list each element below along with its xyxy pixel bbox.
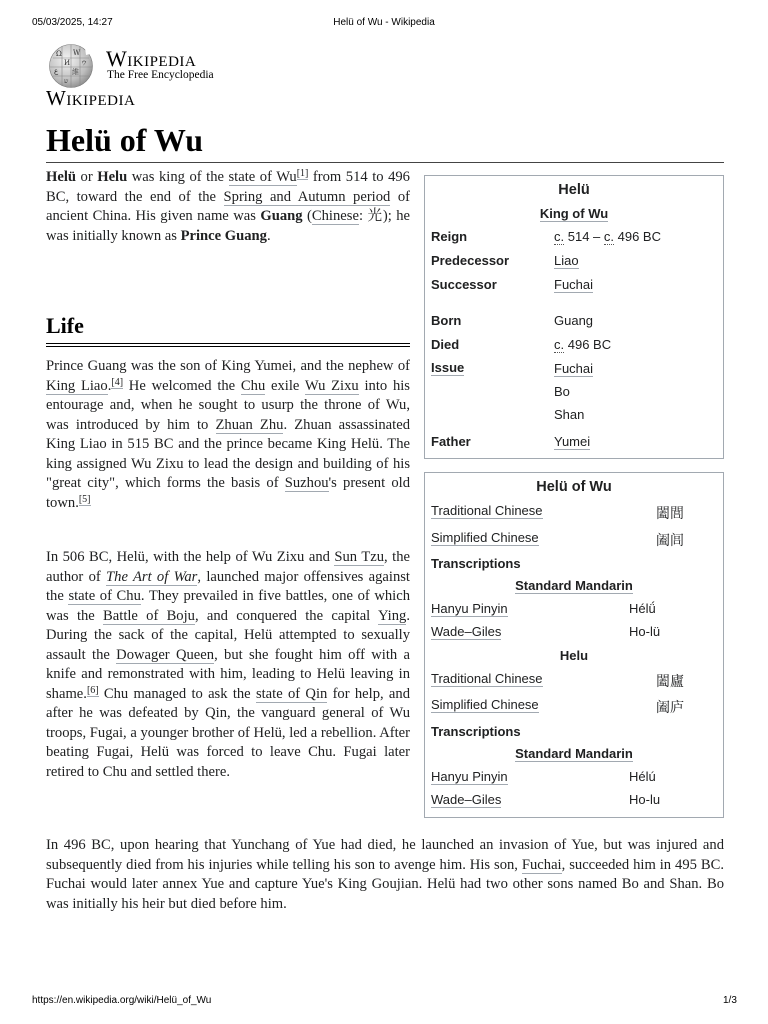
infobox2-value-simplified-2: 阖庐 xyxy=(656,700,684,716)
text: . During the sack of the capital, Helü attempted to sexually assault the xyxy=(46,607,410,663)
bold-text: Guang xyxy=(260,208,303,224)
text: for help, and after he was defeated by Qin, the vanguard general of Wu troops, Fugai, a younger brother of Helü, led a rebellion. After beating Fugai, Helü was forced to leave Chu. Fugai later retired to Chu and settled there. xyxy=(46,685,411,780)
infobox2-value-traditional: 闔閭 xyxy=(656,506,684,522)
link-chinese[interactable]: Chinese xyxy=(311,208,359,224)
life-paragraph-1 xyxy=(46,357,410,513)
svg-text:И: И xyxy=(64,59,71,67)
infobox-label-predecessor: Predecessor xyxy=(431,253,510,268)
text: Prince Guang was the son of King Yumei, and the nephew of xyxy=(46,358,410,374)
infobox-value-born: Guang xyxy=(554,313,594,328)
infobox-label-reign: Reign xyxy=(431,229,468,244)
bold-text: Prince Guang xyxy=(180,227,267,244)
text: 's present old town. xyxy=(46,475,410,511)
link-wade-giles[interactable]: Wade–Giles xyxy=(431,624,502,639)
link-fuchai[interactable]: Fuchai xyxy=(554,277,594,292)
page-title: Helü of Wu xyxy=(46,122,204,158)
infobox2-mandarin-heading xyxy=(424,578,724,593)
infobox2-value-traditional-2: 闔廬 xyxy=(656,674,684,690)
link-traditional-chinese[interactable]: Traditional Chinese xyxy=(431,503,543,518)
link-fuchai[interactable]: Fuchai xyxy=(554,361,594,376)
wikipedia-tagline: The Free Encyclopedia xyxy=(107,69,214,81)
lead-paragraph xyxy=(46,168,410,246)
text: 496 BC xyxy=(564,337,612,352)
link-dowager-queen[interactable]: Dowager Queen xyxy=(116,646,215,663)
print-doc-title: Helü of Wu - Wikipedia xyxy=(333,17,435,28)
text: . xyxy=(266,227,271,244)
print-url: https://en.wikipedia.org/wiki/Helü_of_Wu xyxy=(32,995,212,1006)
infobox2-label-wade-giles-2 xyxy=(431,792,501,807)
text: He welcomed the xyxy=(123,377,241,394)
infobox2-transcriptions-2: Transcriptions xyxy=(431,724,521,739)
svg-text:ع: ع xyxy=(54,67,59,75)
text: 514 – xyxy=(564,229,604,244)
text: , succeeded him in 495 BC. Fuchai would later annex Yue and capture Yue's King Goujian. Helü had two other sons named Bo and Shan. Bo was initially his heir but died before him. xyxy=(46,856,724,912)
infobox2-value-wade-giles: Ho-lü xyxy=(629,624,661,639)
text: was king of the xyxy=(127,169,229,185)
link-liao[interactable]: Liao xyxy=(554,253,579,268)
infobox2-label-simplified xyxy=(431,530,539,545)
infobox-value-issue-1 xyxy=(554,361,593,376)
link-simplified-chinese[interactable]: Simplified Chinese xyxy=(431,697,539,712)
text: into his entourage and, when he sought to usurp the throne of Wu, was introduced by him to xyxy=(46,377,410,433)
text: , the author of xyxy=(46,549,410,585)
text: , and conquered the capital xyxy=(194,607,378,624)
infobox-title: Helü xyxy=(558,182,590,198)
link-spring-and-autumn-period[interactable]: Spring and Autumn period xyxy=(223,188,391,205)
link-state-of-wu[interactable]: state of Wu xyxy=(228,169,297,185)
infobox-value-father xyxy=(554,434,590,449)
svg-text:Ω: Ω xyxy=(56,50,62,58)
link-king-of-wu[interactable]: King of Wu xyxy=(539,206,609,221)
abbr-circa[interactable]: c. xyxy=(603,229,615,244)
text: or xyxy=(76,169,98,185)
citation-6[interactable]: [6] xyxy=(86,684,99,696)
text: . Zhuan assassinated King Liao in 515 BC and the prince became King Helü. The king assigned Wu Zixu to lead the design and building of his "great city", which forms the basis of xyxy=(46,416,410,491)
link-suzhou[interactable]: Suzhou xyxy=(284,475,329,491)
infobox2-label-pinyin-2 xyxy=(431,769,508,784)
infobox-subtitle xyxy=(424,206,724,221)
svg-text:ウ: ウ xyxy=(81,60,88,67)
infobox-value-reign xyxy=(554,229,661,244)
infobox2-subheading-helu: Helu xyxy=(559,648,589,663)
life-paragraph-3 xyxy=(46,836,724,914)
infobox2-value-simplified: 阖闾 xyxy=(656,533,684,549)
text: from 514 to 496 BC, toward the end of the xyxy=(46,169,410,205)
text: Chu managed to ask the xyxy=(98,685,256,702)
abbr-circa[interactable]: c. xyxy=(554,337,565,352)
title-divider xyxy=(46,162,724,163)
link-state-of-chu[interactable]: state of Chu xyxy=(68,588,141,604)
infobox-label-father: Father xyxy=(431,434,471,449)
infobox-label-issue xyxy=(431,360,464,375)
life-paragraph-2 xyxy=(46,548,410,782)
text: In 496 BC, upon hearing that Yunchang of Yue had died, he launched an invasion of Yue, but was injured and subsequently died from his injuries while telling his son to avenge him. His son, xyxy=(46,837,724,873)
text: , but she fought him off with a knife and remonstrated with him, leading to Helü leaving in shame. xyxy=(46,646,410,702)
infobox2-label-simplified-2 xyxy=(431,697,539,712)
bold-text: Helu xyxy=(97,169,128,185)
citation-1[interactable]: [1] xyxy=(296,168,309,179)
link-ying[interactable]: Ying xyxy=(377,607,407,624)
wikipedia-globe-icon[interactable] xyxy=(45,43,97,89)
link-yumei[interactable]: Yumei xyxy=(554,434,591,449)
link-zhuan-zhu[interactable]: Zhuan Zhu xyxy=(215,416,284,433)
text: ( xyxy=(302,208,312,224)
print-page-number: 1/3 xyxy=(723,995,737,1006)
link-standard-mandarin[interactable]: Standard Mandarin xyxy=(515,578,633,593)
infobox2-value-pinyin-2: Hélú xyxy=(629,769,656,784)
infobox2-title: Helü of Wu xyxy=(536,479,612,495)
link-issue[interactable]: Issue xyxy=(431,360,465,375)
link-chu[interactable]: Chu xyxy=(240,377,266,394)
infobox-value-issue-3: Shan xyxy=(554,407,585,422)
infobox-label-died: Died xyxy=(431,337,460,352)
infobox2-label-traditional-2 xyxy=(431,671,543,686)
infobox-label-successor: Successor xyxy=(431,277,497,292)
svg-text:維: 維 xyxy=(72,68,79,76)
text: 496 BC xyxy=(614,229,661,244)
link-hanyu-pinyin[interactable]: Hanyu Pinyin xyxy=(431,769,508,784)
infobox2-value-wade-giles-2: Ho-lu xyxy=(629,792,661,807)
link-sun-tzu[interactable]: Sun Tzu xyxy=(334,549,385,565)
wikipedia-wordmark-secondary[interactable]: Wikipedia xyxy=(46,86,136,110)
link-hanyu-pinyin[interactable]: Hanyu Pinyin xyxy=(431,601,508,616)
svg-text:ש: ש xyxy=(64,78,69,85)
infobox2-label-wade-giles xyxy=(431,624,501,639)
infobox-label-born: Born xyxy=(431,313,462,328)
link-standard-mandarin[interactable]: Standard Mandarin xyxy=(515,746,633,761)
infobox2-value-pinyin: Hélǘ xyxy=(629,601,656,616)
text: : 光); he was initially known as xyxy=(46,208,410,244)
infobox2-label-traditional xyxy=(431,503,543,518)
abbr-circa[interactable]: c. xyxy=(554,229,565,244)
link-the-art-of-war[interactable]: The Art of War xyxy=(106,568,198,585)
bold-text: Helü xyxy=(46,169,76,185)
text: of ancient China. His given name was xyxy=(46,188,410,224)
link-king-liao[interactable]: King Liao xyxy=(46,377,108,394)
text: . They prevailed in five battles, one of which was the xyxy=(46,588,411,624)
print-datetime: 05/03/2025, 14:27 xyxy=(32,17,113,28)
text: exile xyxy=(265,377,305,394)
section-heading-life: Life xyxy=(46,313,84,338)
link-fuchai[interactable]: Fuchai xyxy=(521,856,562,873)
infobox-chinese-name xyxy=(424,472,724,818)
text: , launched major offensives against the xyxy=(46,568,410,604)
text: . xyxy=(107,377,112,394)
link-traditional-chinese[interactable]: Traditional Chinese xyxy=(431,671,543,686)
link-state-of-qin[interactable]: state of Qin xyxy=(255,685,328,702)
wikipedia-wordmark[interactable]: Wikipedia xyxy=(106,46,197,71)
infobox2-transcriptions: Transcriptions xyxy=(431,556,521,571)
link-battle-of-boju[interactable]: Battle of Boju xyxy=(103,607,195,624)
link-wade-giles[interactable]: Wade–Giles xyxy=(431,792,502,807)
citation-5[interactable]: [5] xyxy=(78,493,91,505)
link-wu-zixu[interactable]: Wu Zixu xyxy=(304,377,359,394)
infobox2-mandarin-heading-2 xyxy=(424,746,724,761)
infobox2-label-pinyin xyxy=(431,601,508,616)
link-simplified-chinese[interactable]: Simplified Chinese xyxy=(431,530,539,545)
svg-text:W: W xyxy=(73,49,81,57)
text: In 506 BC, Helü, with the help of Wu Zixu and xyxy=(46,549,335,565)
infobox-value-issue-2: Bo xyxy=(554,384,570,399)
infobox-value-successor xyxy=(554,277,593,292)
citation-4[interactable]: [4] xyxy=(111,376,124,388)
section-divider xyxy=(46,343,410,347)
infobox-value-predecessor xyxy=(554,253,579,268)
infobox-value-died xyxy=(554,337,611,352)
